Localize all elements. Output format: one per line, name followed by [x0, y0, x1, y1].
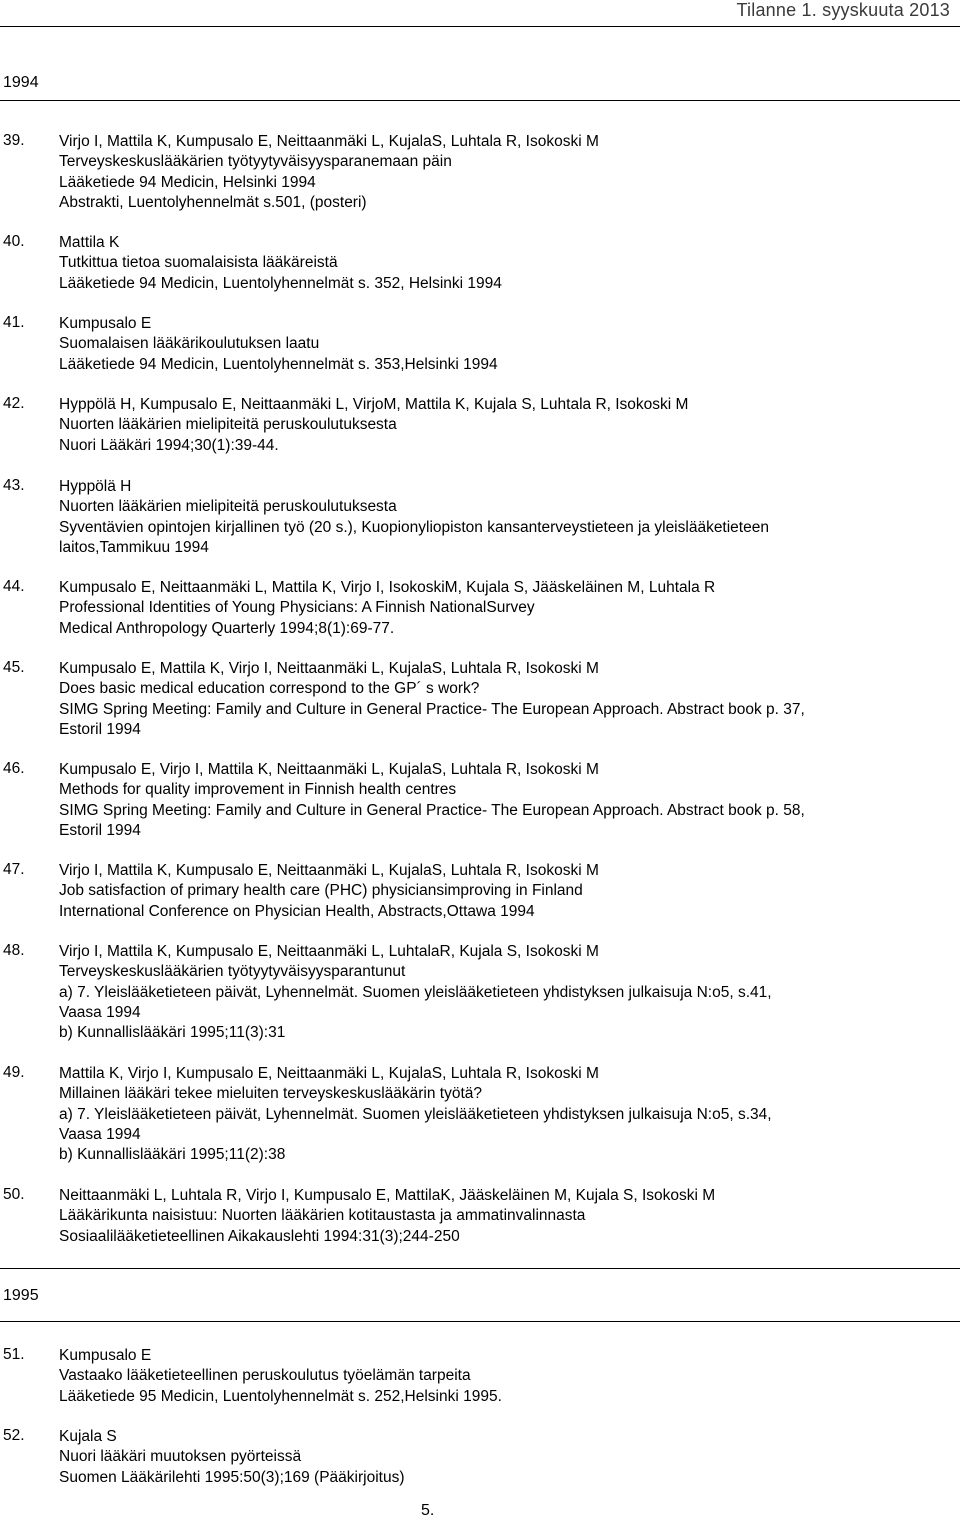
entry-line: Kumpusalo E, Virjo I, Mattila K, Neittaanmäki L, KujalaS, Luhtala R, Isokoski M — [59, 761, 599, 778]
entry-text — [59, 132, 951, 213]
section-divider — [0, 1321, 960, 1322]
entry-line: Hyppölä H — [59, 478, 132, 495]
entry-line: Virjo I, Mattila K, Kumpusalo E, Neittaanmäki L, KujalaS, Luhtala R, Isokoski M — [59, 133, 599, 150]
entry-line: Suomalaisen lääkärikoulutuksen laatu — [59, 335, 320, 353]
entry-line: SIMG Spring Meeting: Family and Culture in General Practice- The European Approach. Abstract book p. 58, — [59, 801, 805, 819]
entry-number: 50. — [3, 1186, 25, 1203]
page-header — [0, 0, 960, 27]
section-divider — [0, 100, 960, 101]
entry-line: b) Kunnallislääkäri 1995;11(2):38 — [59, 1146, 286, 1164]
entry-text — [59, 760, 951, 841]
entry-line: Mattila K, Virjo I, Kumpusalo E, Neittaanmäki L, KujalaS, Luhtala R, Isokoski M — [59, 1065, 599, 1082]
entry-line: Methods for quality improvement in Finnish health centres — [59, 781, 457, 799]
entry-line: Virjo I, Mattila K, Kumpusalo E, Neittaanmäki L, LuhtalaR, Kujala S, Isokoski M — [59, 943, 599, 960]
entry-text — [59, 861, 951, 922]
section-year-1995: 1995 — [3, 1287, 39, 1304]
entry-line: International Conference on Physician Health, Abstracts,Ottawa 1994 — [59, 902, 535, 920]
entry-text — [59, 1427, 951, 1488]
entry-text — [59, 1064, 951, 1165]
entry-line: Abstrakti, Luentolyhennelmät s.501, (posteri) — [59, 193, 367, 211]
entry-line: Professional Identities of Young Physicians: A Finnish NationalSurvey — [59, 599, 535, 617]
entry-number: 43. — [3, 477, 25, 494]
entry-line: Vaasa 1994 — [59, 1125, 141, 1143]
entry-line: Mattila K — [59, 234, 120, 251]
entry-line: Kumpusalo E — [59, 315, 152, 332]
entry-text — [59, 1346, 951, 1407]
entry-number: 40. — [3, 233, 25, 250]
entry-line: Terveyskeskuslääkärien työtyytyväisyysparanemaan päin — [59, 153, 452, 171]
entry-line: Lääketiede 94 Medicin, Luentolyhennelmät s. 352, Helsinki 1994 — [59, 274, 502, 292]
entry-line: Does basic medical education correspond to the GP´ s work? — [59, 680, 480, 698]
entry-line: a) 7. Yleislääketieteen päivät, Lyhennelmät. Suomen yleislääketieteen yhdistyksen julkaisuja N:o5, s.34, — [59, 1105, 772, 1123]
entry-line: Lääketiede 94 Medicin, Helsinki 1994 — [59, 173, 316, 191]
entry-line: Job satisfaction of primary health care (PHC) physiciansimproving in Finland — [59, 882, 583, 900]
entry-line: Vaasa 1994 — [59, 1003, 141, 1021]
section-divider — [0, 1268, 960, 1269]
entry-line: Neittaanmäki L, Luhtala R, Virjo I, Kumpusalo E, MattilaK, Jääskeläinen M, Kujala S, Isokoski M — [59, 1187, 716, 1204]
entry-line: laitos,Tammikuu 1994 — [59, 538, 209, 556]
entry-number: 45. — [3, 659, 25, 676]
entry-line: Lääketiede 94 Medicin, Luentolyhennelmät s. 353,Helsinki 1994 — [59, 355, 498, 373]
entry-number: 42. — [3, 395, 25, 412]
entry-text — [59, 233, 951, 294]
entry-line: Virjo I, Mattila K, Kumpusalo E, Neittaanmäki L, KujalaS, Luhtala R, Isokoski M — [59, 862, 599, 879]
entry-number: 39. — [3, 132, 25, 149]
entry-line: Kujala S — [59, 1428, 117, 1445]
entry-line: Sosiaalilääketieteellinen Aikakauslehti 1994:31(3);244-250 — [59, 1227, 460, 1245]
entry-line: SIMG Spring Meeting: Family and Culture in General Practice- The European Approach. Abstract book p. 37, — [59, 700, 805, 718]
entry-line: Terveyskeskuslääkärien työtyytyväisyysparantunut — [59, 963, 406, 981]
page-number: 5. — [421, 1502, 435, 1519]
entry-line: Vastaako lääketieteellinen peruskoulutus työelämän tarpeita — [59, 1367, 471, 1385]
entry-line: Estoril 1994 — [59, 821, 141, 839]
entry-text — [59, 1186, 951, 1247]
entry-number: 52. — [3, 1427, 25, 1444]
entry-line: Kumpusalo E — [59, 1347, 152, 1364]
entry-text — [59, 477, 951, 558]
entry-line: Suomen Lääkärilehti 1995:50(3);169 (Pääkirjoitus) — [59, 1468, 405, 1486]
entry-line: Medical Anthropology Quarterly 1994;8(1):69-77. — [59, 619, 395, 637]
entry-line: Syventävien opintojen kirjallinen työ (20 s.), Kuopionyliopiston kansanterveystieteen ja yleislääketieteen — [59, 518, 769, 536]
entry-line: Estoril 1994 — [59, 720, 141, 738]
entry-line: Millainen lääkäri tekee mieluiten terveyskeskuslääkärin työtä? — [59, 1085, 483, 1103]
entry-number: 47. — [3, 861, 25, 878]
section-year-1994: 1994 — [3, 74, 39, 91]
entry-line: Kumpusalo E, Mattila K, Virjo I, Neittaanmäki L, KujalaS, Luhtala R, Isokoski M — [59, 660, 599, 677]
entry-line: Lääkärikunta naisistuu: Nuorten lääkärien kotitaustasta ja ammatinvalinnasta — [59, 1207, 586, 1225]
entry-text — [59, 578, 951, 639]
entry-number: 49. — [3, 1064, 25, 1081]
entry-number: 41. — [3, 314, 25, 331]
entry-line: Nuorten lääkärien mielipiteitä peruskoulutuksesta — [59, 498, 397, 516]
entry-number: 46. — [3, 760, 25, 777]
entry-line: Kumpusalo E, Neittaanmäki L, Mattila K, Virjo I, IsokoskiM, Kujala S, Jääskeläinen M, Luhtala R — [59, 579, 716, 596]
entry-text — [59, 659, 951, 740]
entry-line: b) Kunnallislääkäri 1995;11(3):31 — [59, 1024, 286, 1042]
entry-line: Tutkittua tietoa suomalaisista lääkäreistä — [59, 254, 338, 272]
entry-text — [59, 942, 951, 1043]
entry-number: 44. — [3, 578, 25, 595]
entry-line: Hyppölä H, Kumpusalo E, Neittaanmäki L, VirjoM, Mattila K, Kujala S, Luhtala R, Isokoski M — [59, 396, 689, 413]
header-date: Tilanne 1. syyskuuta 2013 — [736, 0, 950, 20]
entry-line: a) 7. Yleislääketieteen päivät, Lyhennelmät. Suomen yleislääketieteen yhdistyksen julkaisuja N:o5, s.41, — [59, 983, 772, 1001]
entry-line: Lääketiede 95 Medicin, Luentolyhennelmät s. 252,Helsinki 1995. — [59, 1387, 502, 1405]
entry-line: Nuorten lääkärien mielipiteitä peruskoulutuksesta — [59, 416, 397, 434]
entry-text — [59, 395, 951, 456]
entry-line: Nuori lääkäri muutoksen pyörteissä — [59, 1448, 302, 1466]
entry-number: 51. — [3, 1346, 25, 1363]
entry-line: Nuori Lääkäri 1994;30(1):39-44. — [59, 436, 279, 454]
entry-text — [59, 314, 951, 375]
entry-number: 48. — [3, 942, 25, 959]
